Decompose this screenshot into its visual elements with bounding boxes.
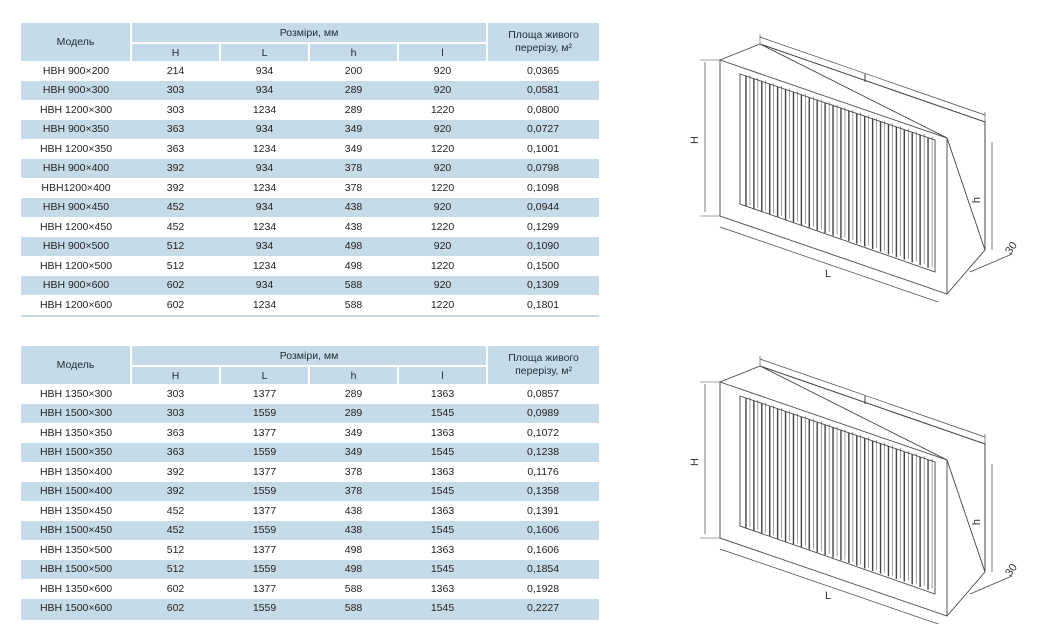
table-row	[21, 237, 599, 257]
H-cell: 602	[131, 276, 220, 296]
model-cell: НВН 900×600	[21, 276, 131, 296]
L-cell: 1559	[220, 599, 309, 620]
h-cell: 498	[344, 543, 363, 556]
area-cell: 0,0365	[526, 64, 560, 77]
area-cell: 0,1001	[526, 142, 560, 155]
l-cell: 1220	[430, 259, 455, 272]
table-row	[21, 61, 599, 81]
area-cell: 0,0857	[526, 387, 560, 400]
H-cell: 452	[166, 504, 185, 517]
H-cell: 214	[166, 64, 185, 77]
h-cell: 438	[309, 521, 398, 541]
table-row	[21, 276, 599, 296]
table-row	[21, 81, 599, 101]
l-cell: 920	[398, 276, 487, 296]
table-row	[21, 579, 599, 599]
table-row	[21, 198, 599, 218]
l-cell: 1220	[430, 220, 455, 233]
area-cell: 0,0944	[487, 198, 599, 218]
model-cell: НВН 1350×500	[39, 543, 113, 556]
model-header: Модель	[21, 23, 131, 61]
col-header-L: L	[220, 366, 309, 384]
model-cell: НВН 1200×600	[21, 295, 131, 316]
h-cell: 378	[344, 465, 363, 478]
h-cell: 289	[309, 404, 398, 424]
l-cell: 920	[398, 159, 487, 179]
frame-depth-edge	[947, 572, 985, 616]
table-row	[21, 100, 599, 120]
L-cell: 1234	[252, 142, 277, 155]
L-cell: 934	[220, 81, 309, 101]
L-cell: 1234	[252, 259, 277, 272]
h-cell: 498	[344, 259, 363, 272]
model-cell: НВН 900×350	[21, 120, 131, 140]
area-cell: 0,0727	[487, 120, 599, 140]
area-cell: 0,1090	[487, 237, 599, 257]
dim-line-depth	[970, 254, 1012, 272]
area-cell: 0,1176	[527, 465, 559, 478]
model-cell: НВН 1500×450	[21, 521, 131, 541]
table-row	[21, 159, 599, 179]
dim-line-depth	[970, 576, 1012, 594]
H-cell: 602	[166, 582, 185, 595]
table-row	[21, 521, 599, 541]
area-header-text: Площа живого перерізу, м²	[508, 29, 579, 54]
h-cell: 438	[309, 198, 398, 218]
model-cell: НВН 1500×500	[21, 560, 131, 580]
dim-label-H: H	[689, 458, 701, 466]
model-cell: НВН1200×400	[41, 181, 111, 194]
grille-drawing	[680, 344, 1030, 624]
l-cell: 1545	[398, 599, 487, 620]
model-cell: НВН 1350×300	[39, 387, 113, 400]
model-cell: НВН 1500×400	[21, 482, 131, 502]
model-cell: НВН 1350×450	[39, 504, 113, 517]
L-cell: 1234	[252, 181, 277, 194]
h-cell: 498	[309, 560, 398, 580]
l-cell: 920	[398, 120, 487, 140]
H-cell: 392	[131, 159, 220, 179]
h-cell: 349	[344, 142, 363, 155]
h-cell: 349	[344, 426, 363, 439]
l-cell: 1363	[430, 504, 455, 517]
area-cell: 0,1309	[487, 276, 599, 296]
h-cell: 438	[344, 504, 363, 517]
spec-table-1	[21, 23, 599, 317]
model-cell: НВН 1200×500	[39, 259, 113, 272]
grille-diagram-1	[680, 22, 1030, 302]
area-cell: 0,1072	[526, 426, 560, 439]
model-cell: НВН 900×400	[21, 159, 131, 179]
L-cell: 1377	[252, 504, 277, 517]
L-cell: 1234	[252, 220, 277, 233]
area-cell: 0,1500	[526, 259, 560, 272]
table-row	[21, 178, 599, 198]
area-cell: 0,0798	[487, 159, 599, 179]
H-cell: 512	[131, 237, 220, 257]
model-cell: НВН 1500×350	[21, 443, 131, 463]
model-cell: НВН 1500×300	[21, 404, 131, 424]
table-row	[21, 599, 599, 620]
H-cell: 363	[166, 426, 185, 439]
L-cell: 934	[220, 159, 309, 179]
model-cell: НВН 1350×350	[39, 426, 113, 439]
L-cell: 934	[220, 198, 309, 218]
h-cell: 378	[344, 181, 363, 194]
H-cell: 363	[131, 443, 220, 463]
h-cell: 378	[309, 482, 398, 502]
L-cell: 1559	[220, 521, 309, 541]
col-header-h: h	[309, 43, 398, 61]
dim-label-depth: 30	[1003, 561, 1020, 579]
col-header-H: H	[131, 43, 220, 61]
dimensions-header: Розміри, мм	[131, 23, 487, 43]
dim-label-l: l	[863, 395, 867, 407]
h-cell: 289	[344, 103, 363, 116]
model-cell: НВН 900×450	[21, 198, 131, 218]
l-cell: 1363	[430, 387, 455, 400]
dim-label-h: h	[971, 196, 983, 204]
l-cell: 1363	[430, 582, 455, 595]
table-row	[21, 256, 599, 276]
h-cell: 289	[309, 81, 398, 101]
L-cell: 1559	[220, 443, 309, 463]
model-header: Модель	[21, 346, 131, 384]
H-cell: 512	[166, 259, 185, 272]
col-header-h: h	[309, 366, 398, 384]
area-cell: 0,1928	[526, 582, 560, 595]
h-cell: 498	[309, 237, 398, 257]
H-cell: 303	[166, 103, 185, 116]
H-cell: 363	[131, 120, 220, 140]
H-cell: 363	[166, 142, 185, 155]
l-cell: 1363	[430, 426, 455, 439]
H-cell: 303	[131, 404, 220, 424]
table-row	[21, 423, 599, 443]
h-cell: 378	[309, 159, 398, 179]
h-cell: 349	[309, 120, 398, 140]
area-cell: 0,1391	[526, 504, 560, 517]
area-cell: 0,1854	[487, 560, 599, 580]
grille-drawing	[680, 22, 1030, 302]
H-cell: 602	[131, 599, 220, 620]
l-cell: 920	[398, 198, 487, 218]
l-cell: 1363	[430, 465, 455, 478]
grille-diagram-2	[680, 344, 1030, 624]
area-cell: 0,2227	[487, 599, 599, 620]
model-cell: НВН 1500×600	[21, 599, 131, 620]
l-cell: 1220	[398, 295, 487, 316]
l-cell: 920	[433, 64, 452, 77]
col-header-l: l	[398, 43, 487, 61]
H-cell: 452	[166, 220, 185, 233]
model-cell: НВН 1200×350	[39, 142, 113, 155]
area-cell: 0,1238	[487, 443, 599, 463]
spec-table-2	[21, 346, 599, 620]
l-cell: 1220	[430, 103, 455, 116]
table-row	[21, 120, 599, 140]
dim-label-depth: 30	[1003, 239, 1020, 257]
col-header-H: H	[131, 366, 220, 384]
table-1-body	[21, 61, 599, 316]
L-cell: 1234	[252, 103, 277, 116]
H-cell: 452	[131, 521, 220, 541]
area-cell: 0,0581	[487, 81, 599, 101]
L-cell: 934	[220, 237, 309, 257]
area-header	[487, 346, 599, 384]
model-cell: НВН 1200×300	[39, 103, 113, 116]
h-cell: 289	[344, 387, 363, 400]
h-cell: 588	[309, 599, 398, 620]
l-cell: 1545	[398, 404, 487, 424]
model-cell: НВН 900×200	[42, 64, 110, 77]
H-cell: 602	[131, 295, 220, 316]
H-cell: 512	[166, 543, 185, 556]
table-row	[21, 139, 599, 159]
table-row	[21, 295, 599, 316]
area-cell: 0,1801	[487, 295, 599, 316]
h-cell: 588	[309, 295, 398, 316]
table-row	[21, 443, 599, 463]
area-cell: 0,1606	[526, 543, 560, 556]
area-cell: 0,1606	[487, 521, 599, 541]
L-cell: 934	[220, 276, 309, 296]
area-cell: 0,0800	[526, 103, 560, 116]
table-row	[21, 501, 599, 521]
L-cell: 934	[220, 120, 309, 140]
H-cell: 303	[166, 387, 185, 400]
h-cell: 588	[309, 276, 398, 296]
l-cell: 1220	[430, 142, 455, 155]
dim-label-L: L	[824, 590, 832, 602]
table-row	[21, 217, 599, 237]
model-cell: НВН 900×500	[21, 237, 131, 257]
table-row	[21, 540, 599, 560]
frame-depth-edge	[947, 250, 985, 294]
L-cell: 1559	[220, 482, 309, 502]
table-row	[21, 404, 599, 424]
dimensions-header: Розміри, мм	[131, 346, 487, 366]
H-cell: 392	[166, 465, 185, 478]
frame-depth-edge	[720, 44, 760, 60]
model-cell: НВН 900×300	[21, 81, 131, 101]
area-cell: 0,1358	[487, 482, 599, 502]
dim-label-L: L	[824, 268, 832, 280]
l-cell: 1545	[398, 482, 487, 502]
h-cell: 200	[344, 64, 363, 77]
l-cell: 1545	[398, 521, 487, 541]
l-cell: 920	[398, 81, 487, 101]
col-header-l: l	[398, 366, 487, 384]
h-cell: 438	[344, 220, 363, 233]
l-cell: 1363	[430, 543, 455, 556]
L-cell: 934	[255, 64, 274, 77]
table-row	[21, 560, 599, 580]
L-cell: 1234	[220, 295, 309, 316]
l-cell: 920	[398, 237, 487, 257]
L-cell: 1377	[252, 582, 277, 595]
H-cell: 303	[131, 81, 220, 101]
l-cell: 1545	[398, 443, 487, 463]
model-cell: НВН 1350×600	[39, 582, 113, 595]
table-row	[21, 482, 599, 502]
h-cell: 588	[344, 582, 363, 595]
area-cell: 0,1098	[526, 181, 560, 194]
L-cell: 1377	[252, 426, 277, 439]
dim-label-H: H	[689, 136, 701, 144]
area-header-text: Площа живого перерізу, м²	[508, 352, 579, 377]
H-cell: 392	[166, 181, 185, 194]
L-cell: 1559	[220, 560, 309, 580]
H-cell: 512	[131, 560, 220, 580]
table-row	[21, 462, 599, 482]
l-cell: 1220	[430, 181, 455, 194]
model-cell: НВН 1200×450	[39, 220, 113, 233]
area-cell: 0,1299	[526, 220, 560, 233]
L-cell: 1559	[220, 404, 309, 424]
L-cell: 1377	[252, 543, 277, 556]
H-cell: 392	[131, 482, 220, 502]
table-2-body	[21, 384, 599, 619]
l-cell: 1545	[398, 560, 487, 580]
H-cell: 452	[131, 198, 220, 218]
h-cell: 349	[309, 443, 398, 463]
L-cell: 1377	[252, 465, 277, 478]
L-cell: 1377	[252, 387, 277, 400]
frame-depth-edge	[720, 366, 760, 382]
area-header	[487, 23, 599, 61]
model-cell: НВН 1350×400	[39, 465, 113, 478]
dim-label-h: h	[971, 518, 983, 526]
area-cell: 0,0989	[487, 404, 599, 424]
dim-label-l: l	[863, 73, 867, 85]
col-header-L: L	[220, 43, 309, 61]
table-row	[21, 384, 599, 404]
